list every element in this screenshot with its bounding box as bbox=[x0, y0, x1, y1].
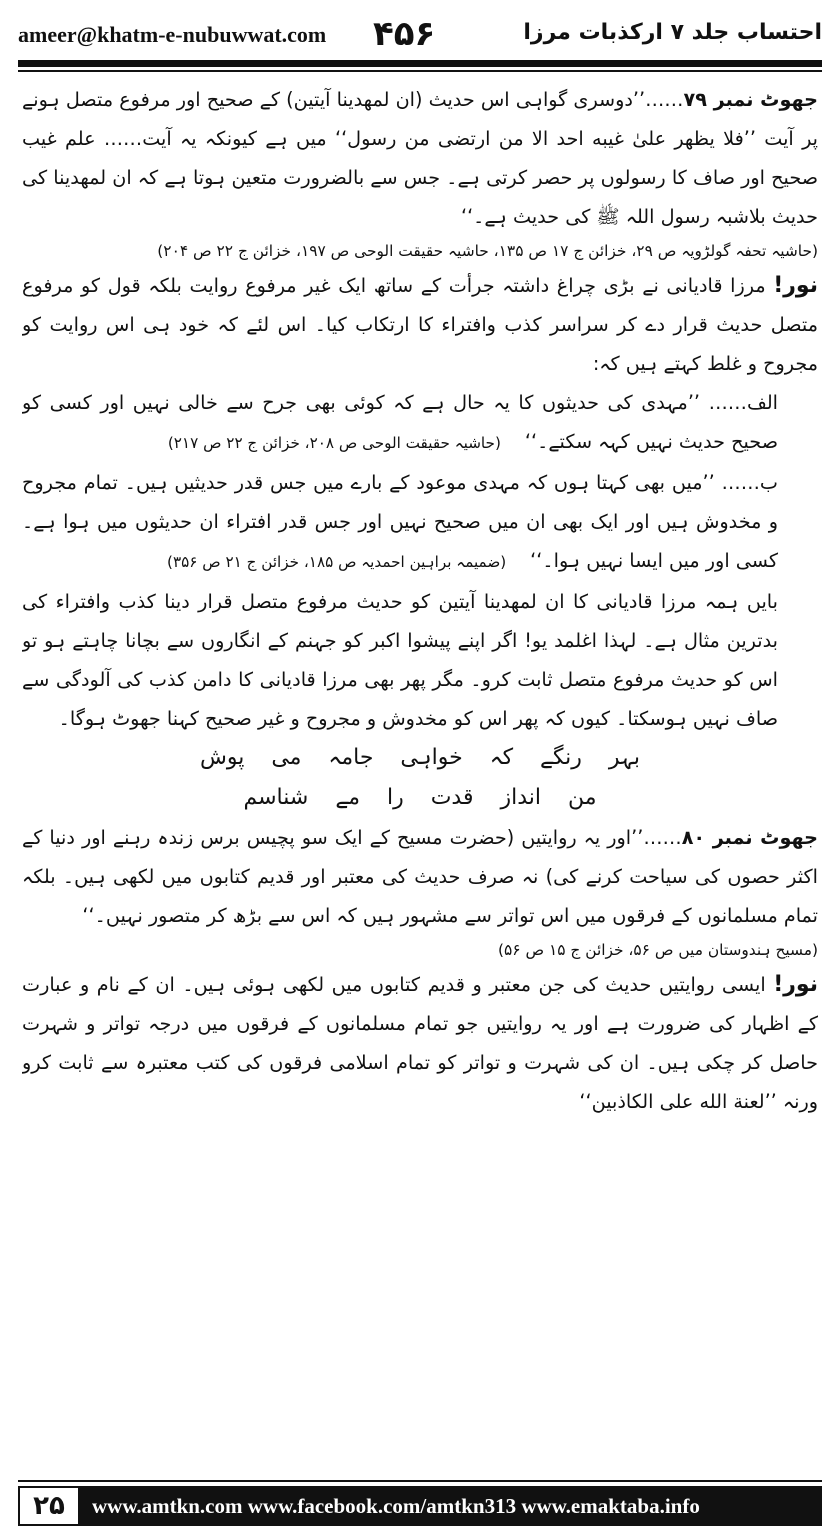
poem-line-1: بہر رنگے کہ خواہی جامہ می پوش bbox=[199, 745, 640, 770]
header-rule-thick bbox=[18, 60, 822, 67]
body-text bbox=[22, 80, 818, 1450]
header-page-number: ۴۵۶ bbox=[373, 14, 436, 54]
lie-80-heading: جھوٹ نمبر ۸۰ bbox=[681, 826, 818, 849]
noor-lead-1: نور! bbox=[773, 273, 818, 298]
poem-line-2: من انداز قدت را مے شناسم bbox=[243, 785, 597, 810]
alif-label: الف…… bbox=[708, 391, 778, 414]
reference-1: (حاشیہ تحفہ گولڑویہ ص ۲۹، خزائن ج ۱۷ ص ۱۳۵، حاشیہ حقیقت الوحی ص ۱۹۷، خزائن ج ۲۲ ص ۲۰۴) bbox=[157, 242, 818, 260]
be-reference: (ضمیمہ براہین احمدیہ ص ۱۸۵، خزائن ج ۲۱ ص ۳۵۶) bbox=[167, 553, 507, 571]
paragraph-be bbox=[22, 463, 818, 582]
be-label: ب…… bbox=[721, 471, 778, 494]
reference-2: (مسیح ہندوستان میں ص ۵۶، خزائن ج ۱۵ ص ۵۶) bbox=[498, 941, 818, 959]
header-rule-thin bbox=[18, 70, 822, 72]
paragraph-alif bbox=[22, 383, 818, 463]
paragraph-lie-80 bbox=[22, 818, 818, 935]
be-text: ’’میں بھی کہتا ہوں کہ مہدی موعود کے بارے میں جس قدر حدیثیں ہیں۔ تمام مجروح و مخدوش ہیں اور ایک بھی ان میں صحیح نہیں اور جس قدر افتراء ان حدیثوں میں ہوا ہے۔ کسی اور میں ایسا نہیں ہوا۔‘‘ bbox=[22, 471, 778, 572]
page-header bbox=[18, 14, 822, 54]
header-book-title: احتساب جلد ۷ ارکذبات مرزا bbox=[523, 20, 822, 45]
footer-rule bbox=[18, 1480, 822, 1482]
paragraph-lie-79 bbox=[22, 80, 818, 236]
paragraph-noor-2 bbox=[22, 965, 818, 1121]
footer-page-number: ۲۵ bbox=[18, 1486, 80, 1526]
alif-text: ’’مہدی کی حدیثوں کا یہ حال ہے کہ کوئی بھی جرح سے خالی نہیں اور کسی کو صحیح حدیث نہیں کہہ سکتے۔‘‘ bbox=[22, 391, 778, 453]
lie-80-text: ……’’اور یہ روایتیں (حضرت مسیح کے ایک سو پچیس برس زندہ رہنے اور دنیا کے اکثر حصوں کی سیاحت کرنے کی) نہ صرف حدیث کی معتبر اور قدیم کتابوں میں لکھی ہیں۔ بلکہ تمام مسلمانوں کے فرقوں میں اس تواتر سے مشہور ہیں کہ اس سے بڑھ کر متصور نہیں۔‘‘ bbox=[22, 826, 818, 927]
noor-text-1: مرزا قادیانی نے بڑی چراغ داشتہ جرأت کے ساتھ ایک غیر مرفوع روایت بلکہ قول کو مرفوع متصل حدیث قرار دے کر سراسر کذب وافتراء کا ارتکاب کیا۔ اس لئے کہ خود ہی اس روایت کو مجروح و غلط کہتے ہیں کہ: bbox=[22, 274, 818, 375]
header-email: ameer@khatm-e-nubuwwat.com bbox=[18, 22, 327, 47]
footer-bar bbox=[18, 1486, 822, 1526]
lie-79-heading: جھوٹ نمبر ۷۹ bbox=[683, 88, 818, 111]
lie-79-text: ……’’دوسری گواہی اس حدیث (ان لمھدینا آیتین) کے صحیح اور مرفوع متصل ہونے پر آیت ’’فلا یظھر علیٰ غیبه احد الا من ارتضی من رسول‘‘ میں ہے کیونکہ یہ آیت…… علم غیب صحیح اور صاف کا رسولوں پر حصر کرتی ہے۔ جس سے بالضرورت متعین ہوتا ہے کہ ان لمھدینا کی حدیث بلاشبہ رسول اللہ ﷺ کی حدیث ہے۔‘‘ bbox=[22, 88, 818, 228]
paragraph-noor-1 bbox=[22, 266, 818, 383]
alif-reference: (حاشیہ حقیقت الوحی ص ۲۰۸، خزائن ج ۲۲ ص ۲۱۷) bbox=[167, 434, 501, 452]
noor-text-2: ایسی روایتیں حدیث کی جن معتبر و قدیم کتابوں میں لکھی ہوئی ہیں۔ ان کے نام و عبارت کے اظہار کی ضرورت ہے اور یہ روایتیں جو تمام مسلمانوں کے فرقوں میں درجہ تواتر و شہرت حاصل کر چکی ہیں۔ ان کی شہرت و تواتر کو تمام اسلامی فرقوں کی کتب معتبرہ سے ثابت کرو ورنہ ’’لعنة الله علی الکاذبین‘‘ bbox=[22, 973, 818, 1113]
paragraph-conclusion: بایں ہمہ مرزا قادیانی کا ان لمھدینا آیتین کو حدیث مرفوع متصل قرار دینا کذب وافتراء کی بدترین مثال ہے۔ لہذا اغلمد یو! اگر اپنے پیشوا اکبر کو جہنم کے انگاروں سے بچانا چاہتے ہو تو اس کو حدیث مرفوع متصل ثابت کرو۔ مگر پھر بھی مرزا قادیانی کا دامن کذب کی آلودگی سے صاف نہیں ہوسکتا۔ کیوں کہ پھر اس کو مخدوش و مجروح و غیر صحیح کہنا جھوٹ ہوگا۔ bbox=[22, 590, 778, 730]
noor-lead-2: نور! bbox=[773, 972, 818, 997]
footer-website-links[interactable]: www.amtkn.com www.facebook.com/amtkn313 www.emaktaba.info bbox=[92, 1494, 700, 1518]
